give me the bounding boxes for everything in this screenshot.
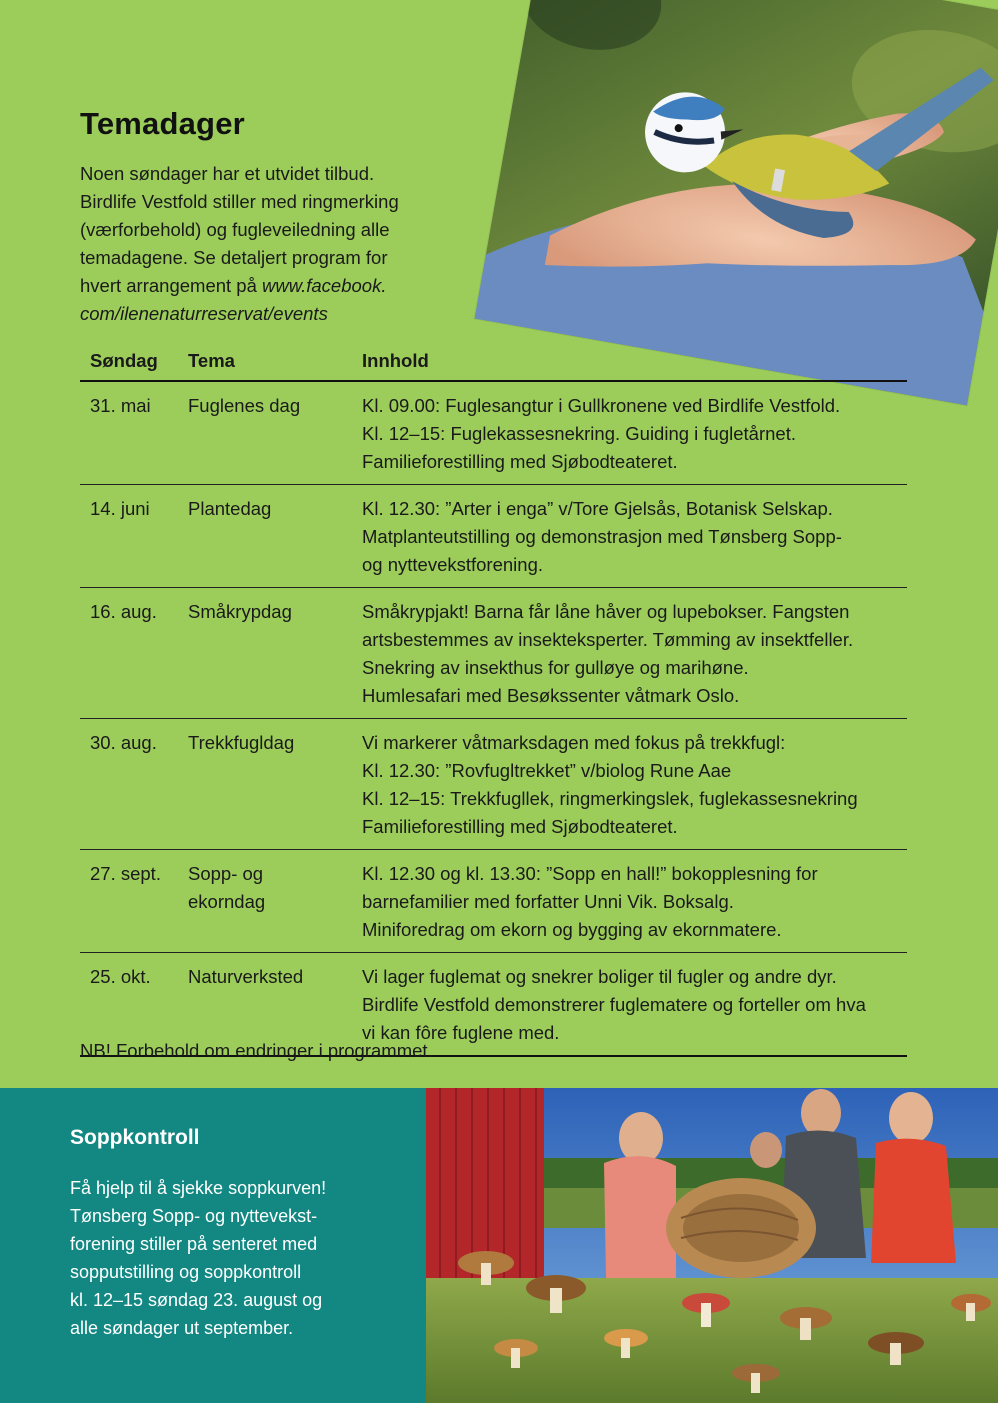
content-line: Kl. 12–15: Trekkfugllek, ringmerkingslek, fuglekassesnekring <box>362 788 858 809</box>
cell-date: 16. aug. <box>80 588 188 719</box>
soppkontroll-line: Tønsberg Sopp- og nyttevekst- <box>70 1206 318 1226</box>
table-row <box>80 588 907 719</box>
table-row <box>80 850 907 953</box>
content-line: Snekring av insekthus for gulløye og marihøne. <box>362 657 749 678</box>
content-line: vi kan fôre fuglene med. <box>362 1022 560 1043</box>
cell-date: 27. sept. <box>80 850 188 953</box>
cell-content <box>354 588 907 719</box>
content-line: barnefamilier med forfatter Unni Vik. Boksalg. <box>362 891 734 912</box>
theme-line: ekorndag <box>188 891 266 912</box>
soppkontroll-line: kl. 12–15 søndag 23. august og <box>70 1290 323 1310</box>
cell-theme: Plantedag <box>188 485 354 588</box>
content-line: artsbestemmes av insekteksperter. Tømming av insektfeller. <box>362 629 854 650</box>
header-innhold: Innhold <box>354 350 907 381</box>
intro-line: Birdlife Vestfold stiller med ringmerking <box>80 191 399 212</box>
cell-theme <box>188 850 354 953</box>
content-line: Kl. 12.30 og kl. 13.30: ”Sopp en hall!” bokopplesning for <box>362 863 818 884</box>
program-table <box>80 350 907 1057</box>
intro-line: (værforbehold) og fugleveiledning alle <box>80 219 390 240</box>
soppkontroll-line: sopputstilling og soppkontroll <box>70 1262 302 1282</box>
soppkontroll-title: Soppkontroll <box>70 1126 200 1149</box>
cell-theme: Trekkfugldag <box>188 719 354 850</box>
content-line: Humlesafari med Besøkssenter våtmark Oslo. <box>362 685 740 706</box>
table-header-row <box>80 350 907 381</box>
soppkontroll-section <box>0 1088 998 1403</box>
intro-line: Noen søndager har et utvidet tilbud. <box>80 163 375 184</box>
content-line: Kl. 09.00: Fuglesangtur i Gullkronene ved Birdlife Vestfold. <box>362 395 841 416</box>
cell-content <box>354 850 907 953</box>
intro-paragraph <box>80 160 450 328</box>
content-line: Kl. 12.30: ”Arter i enga” v/Tore Gjelsås, Botanisk Selskap. <box>362 498 833 519</box>
header-tema: Tema <box>188 350 354 381</box>
cell-content <box>354 953 907 1057</box>
content-line: Småkrypjakt! Barna får låne håver og lupebokser. Fangsten <box>362 601 850 622</box>
mushroom-photo <box>426 1088 998 1403</box>
bird-photo <box>475 0 998 405</box>
cell-theme: Småkrypdag <box>188 588 354 719</box>
table-row <box>80 719 907 850</box>
cell-content <box>354 485 907 588</box>
cell-date: 31. mai <box>80 381 188 485</box>
intro-text: hvert arrangement på <box>80 275 257 296</box>
soppkontroll-line: Få hjelp til å sjekke soppkurven! <box>70 1178 327 1198</box>
header-sondag: Søndag <box>80 350 188 381</box>
soppkontroll-line: forening stiller på senteret med <box>70 1234 318 1254</box>
cell-date: 30. aug. <box>80 719 188 850</box>
intro-line <box>80 272 450 300</box>
content-line: Matplanteutstilling og demonstrasjon med Tønsberg Sopp- <box>362 526 842 547</box>
facebook-link-cont[interactable]: com/ilenenaturreservat/events <box>80 303 328 324</box>
content-line: Vi markerer våtmarksdagen med fokus på trekkfugl: <box>362 732 786 753</box>
page-title: Temadager <box>80 106 245 141</box>
cell-content <box>354 381 907 485</box>
content-line: og nyttevekstforening. <box>362 554 543 575</box>
table-row <box>80 485 907 588</box>
content-line: Kl. 12–15: Fuglekassesnekring. Guiding i fugletårnet. <box>362 423 796 444</box>
content-line: Kl. 12.30: ”Rovfugltrekket” v/biolog Rune Aae <box>362 760 732 781</box>
cell-date: 25. okt. <box>80 953 188 1057</box>
theme-line: Sopp- og <box>188 863 264 884</box>
table-row <box>80 381 907 485</box>
content-line: Vi lager fuglemat og snekrer boliger til fugler og andre dyr. <box>362 966 837 987</box>
content-line: Birdlife Vestfold demonstrerer fuglematere og forteller om hva <box>362 994 866 1015</box>
intro-line: temadagene. Se detaljert program for <box>80 247 388 268</box>
cell-date: 14. juni <box>80 485 188 588</box>
content-line: Familieforestilling med Sjøbodteateret. <box>362 451 678 472</box>
soppkontroll-text <box>70 1174 390 1342</box>
soppkontroll-line: alle søndager ut september. <box>70 1318 294 1338</box>
facebook-link[interactable]: www.facebook. <box>262 275 387 296</box>
content-line: Miniforedrag om ekorn og bygging av ekornmatere. <box>362 919 782 940</box>
cell-theme: Fuglenes dag <box>188 381 354 485</box>
cell-content <box>354 719 907 850</box>
cell-theme: Naturverksted <box>188 953 354 1057</box>
disclaimer-note: NB! Forbehold om endringer i programmet. <box>80 1040 433 1061</box>
content-line: Familieforestilling med Sjøbodteateret. <box>362 816 678 837</box>
